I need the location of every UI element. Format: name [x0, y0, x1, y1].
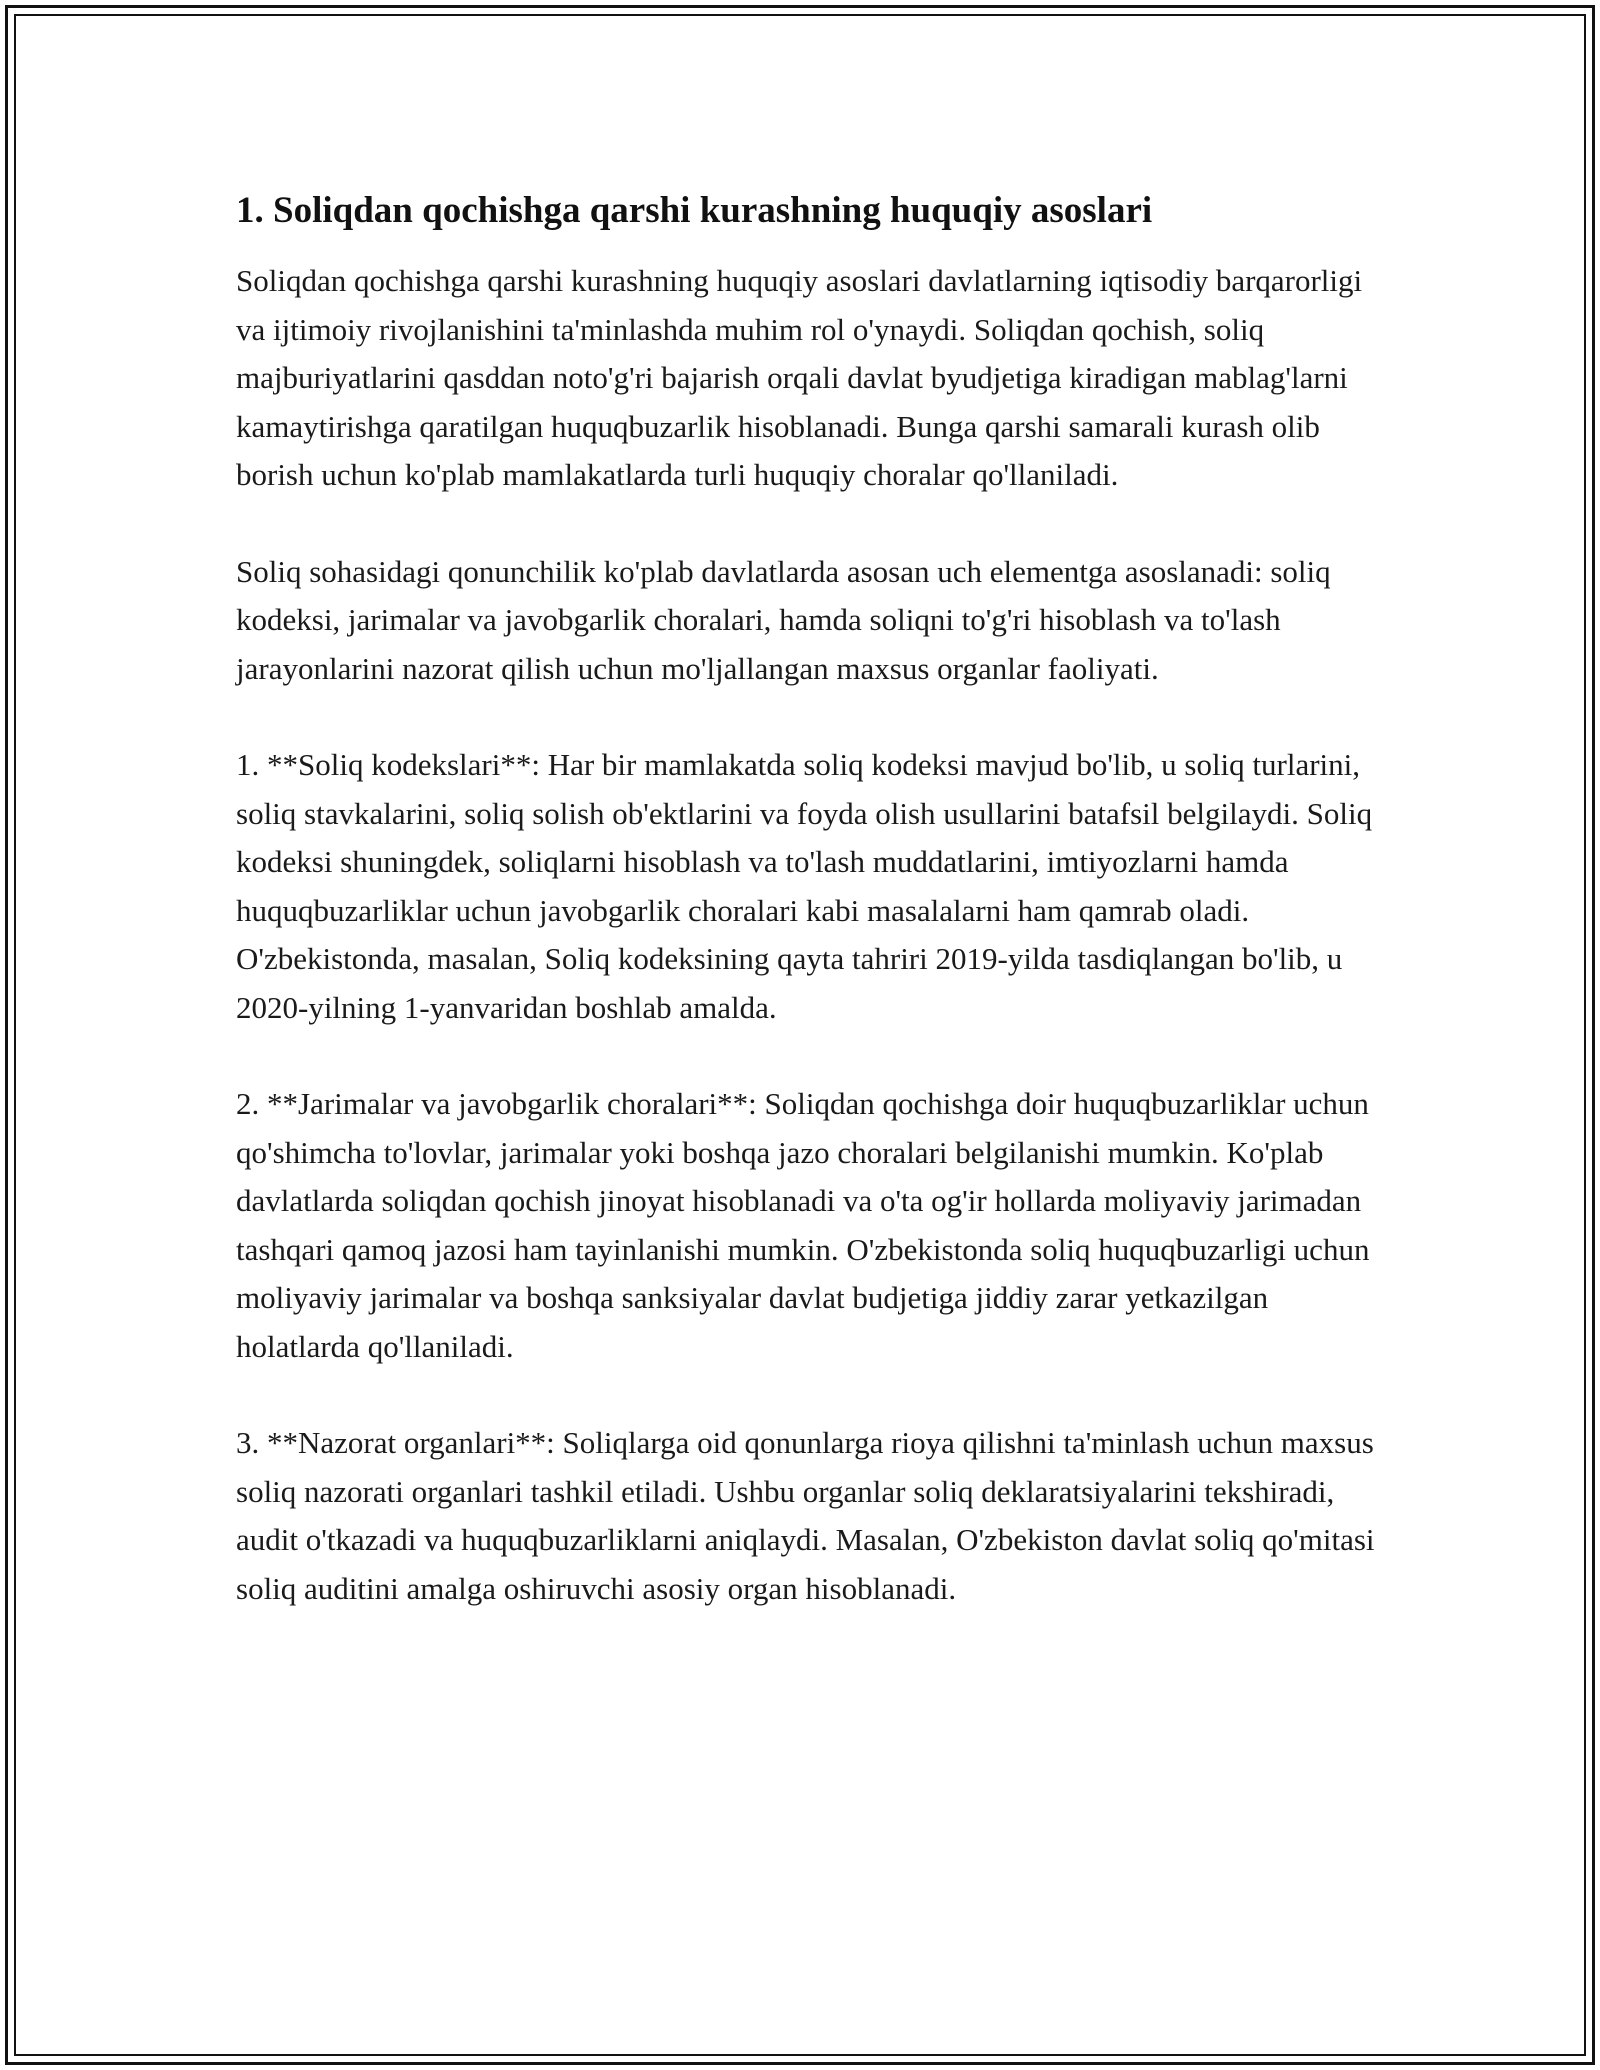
document-body [236, 185, 1376, 1661]
paragraph-tax-codes: 1. **Soliq kodekslari**: Har bir mamlakatda soliq kodeksi mavjud bo'lib, u soliq turlarini, soliq stavkalarini, soliq solish ob'ektlarini va foyda olish usullarini batafsil belgilaydi. Soliq kodeksi shuningdek, soliqlarni hisoblash va to'lash muddatlarini, imtiyozlarni hamda huquqbuzarliklar uchun javobgarlik choralari kabi masalalarni ham qamrab oladi. O'zbekistonda, masalan, Soliq kodeksining qayta tahriri 2019-yilda tasdiqlangan bo'lib, u 2020-yilning 1-yanvaridan boshlab amalda. [236, 747, 1373, 1025]
paragraph-penalties: 2. **Jarimalar va javobgarlik choralari**: Soliqdan qochishga doir huquqbuzarliklar uchun qo'shimcha to'lovlar, jarimalar yoki boshqa jazo choralari belgilanishi mumkin. Ko'plab davlatlarda soliqdan qochish jinoyat hisoblanadi va o'ta og'ir hollarda moliyaviy jarimadan tashqari qamoq jazosi ham tayinlanishi mumkin. O'zbekistonda soliq huquqbuzarligi uchun moliyaviy jarimalar va boshqa sanksiyalar davlat budjetiga jiddiy zarar yetkazilgan holatlarda qo'llaniladi. [236, 1086, 1370, 1364]
paragraph-intro: Soliqdan qochishga qarshi kurashning huquqiy asoslari davlatlarning iqtisodiy barqarorligi va ijtimoiy rivojlanishini ta'minlashda muhim rol o'ynaydi. Soliqdan qochish, soliq majburiyatlarini qasddan noto'g'ri bajarish orqali davlat byudjetiga kiradigan mablag'larni kamaytirishga qaratilgan huquqbuzarlik hisoblanadi. Bunga qarshi samarali kurash olib borish uchun ko'plab mamlakatlarda turli huquqiy choralar qo'llaniladi. [236, 263, 1363, 492]
paragraph-legislation-elements: Soliq sohasidagi qonunchilik ko'plab davlatlarda asosan uch elementga asoslanadi: soliq kodeksi, jarimalar va javobgarlik choralari, hamda soliqni to'g'ri hisoblash va to'lash jarayonlarini nazorat qilish uchun mo'ljallangan maxsus organlar faoliyati. [236, 553, 1331, 686]
section-heading: 1. Soliqdan qochishga qarshi kurashning huquqiy asoslari [236, 190, 1153, 231]
paragraph-control-bodies: 3. **Nazorat organlari**: Soliqlarga oid qonunlarga rioya qilishni ta'minlash uchun maxsus soliq nazorati organlari tashkil etiladi. Ushbu organlar soliq deklaratsiyalarini tekshiradi, audit o'tkazadi va huquqbuzarliklarni aniqlaydi. Masalan, O'zbekiston davlat soliq qo'mitasi soliq auditini amalga oshiruvchi asosiy organ hisoblanadi. [236, 1425, 1375, 1606]
